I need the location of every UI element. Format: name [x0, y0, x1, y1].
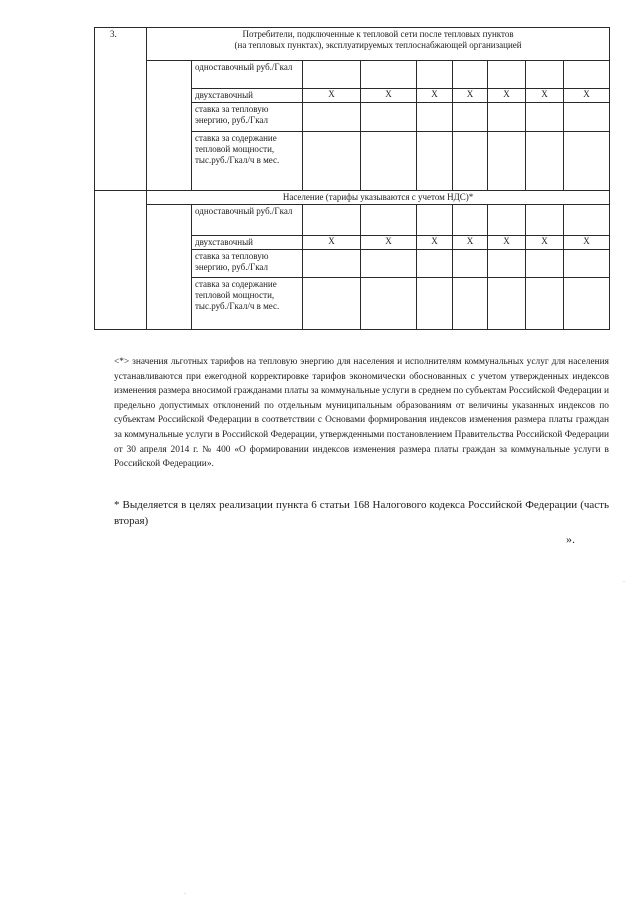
section-heading-line2: (на тепловых пунктах), эксплуатируемых теплоснабжающей организацией — [234, 40, 522, 50]
row-label-energy-rate: ставка за тепловую энергию, руб./Гкал — [192, 103, 303, 132]
row-label-capacity-rate: ставка за содержание тепловой мощности, тыс.руб./Гкал/ч в мес. — [192, 278, 303, 330]
section-heading-line1: Потребители, подключенные к тепловой сети после тепловых пунктов — [242, 29, 514, 39]
x-mark: Х — [361, 89, 417, 103]
footnote-vat: * Выделяется в целях реализации пункта 6 статьи 168 Налогового кодекса Российской Федерации (часть вторая) — [114, 499, 609, 527]
x-mark: Х — [417, 236, 453, 250]
row-label-capacity-rate: ставка за содержание тепловой мощности, тыс.руб./Гкал/ч в мес. — [192, 132, 303, 191]
x-mark: Х — [526, 236, 564, 250]
closing-quote: ». — [566, 532, 575, 546]
x-mark: Х — [488, 236, 526, 250]
x-mark: Х — [526, 89, 564, 103]
x-mark: Х — [361, 236, 417, 250]
row-label-one-rate: одноставочный руб./Гкал — [192, 205, 303, 236]
row-label-two-rate: двухставочный — [192, 236, 303, 250]
x-mark: Х — [453, 89, 488, 103]
scan-dot: . — [184, 887, 186, 896]
row-label-two-rate: двухставочный — [192, 89, 303, 103]
section-heading — [147, 28, 610, 61]
x-mark: Х — [303, 236, 361, 250]
table-row — [95, 61, 610, 89]
x-mark: Х — [303, 89, 361, 103]
table-row — [95, 28, 610, 61]
x-mark: Х — [564, 89, 610, 103]
population-heading: Население (тарифы указываются с учетом НДС)* — [147, 191, 610, 205]
footnote-benefit-tariffs: <*> значения льготных тарифов на тепловую энергию для населения и исполнителям коммунальных услуг для населения устанавливаются при ежегодной корректировке тарифов экономически обоснованных с учетом утвержденных индексов изменения размера вносимой гражданами платы за коммунальные услуги в среднем по субъектам Российской Федерации и предельно допустимых отклонений по отдельным муниципальным образованиям от величины указанных индексов по субъектам Российской Федерации в соответствии с Основами формирования индексов изменения размера платы граждан за коммунальные услуги в Российской Федерации, утвержденными постановлением Правительства Российской Федерации от 30 апреля 2014 г. № 400 «О формировании индексов изменения размера платы граждан за коммунальные услуги в Российской Федерации». — [114, 357, 609, 470]
table-row — [95, 191, 610, 205]
x-mark: Х — [488, 89, 526, 103]
row-label-one-rate: одноставочный руб./Гкал — [192, 61, 303, 89]
row-label-energy-rate: ставка за тепловую энергию, руб./Гкал — [192, 250, 303, 278]
section-number: 3. — [95, 28, 147, 191]
table-row — [95, 205, 610, 236]
scan-dot: . — [623, 575, 625, 584]
tariff-table — [94, 27, 610, 330]
x-mark: Х — [417, 89, 453, 103]
x-mark: Х — [564, 236, 610, 250]
x-mark: Х — [453, 236, 488, 250]
